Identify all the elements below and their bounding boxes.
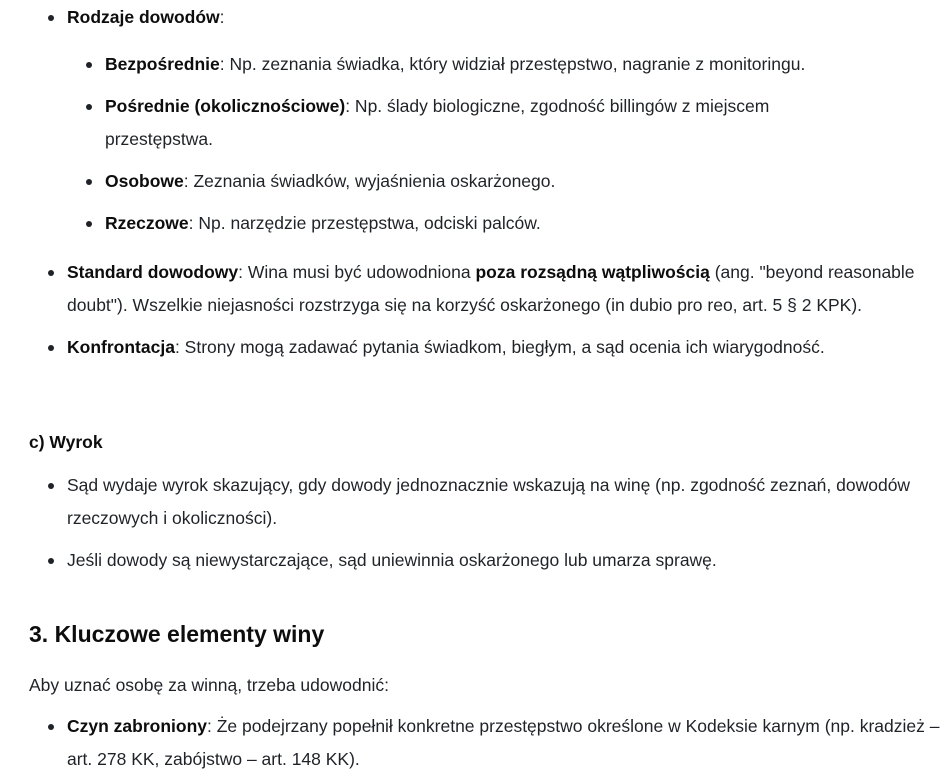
list-item [29,710,944,776]
list-item [29,165,944,198]
item-term: Bezpośrednie [105,54,220,74]
standard-text-after: (ang. "beyond reasonable doubt"). Wszelkie niejasności rozstrzyga się na korzyść oskarżonego (in dubio pro reo, art. 5 § 2 KPK). [67,262,915,315]
section-intro: Aby uznać osobę za winną, trzeba udowodnić: [29,675,389,695]
standard-emphasis: poza rozsądną wątpliwością [475,262,710,282]
item-text: : Np. zeznania świadka, który widział przestępstwo, nagranie z monitoringu. [219,54,806,74]
evidence-rules-list [29,256,944,364]
list-item-confrontation [29,331,944,364]
evidence-types-label: Rodzaje dowodów [67,7,220,27]
item-text: : Zeznania świadków, wyjaśnienia oskarżonego. [183,171,556,191]
verdict-list [29,469,944,577]
item-text: : Np. ślady biologiczne, zgodność billingów z miejscem przestępstwa. [105,96,770,149]
list-item [29,469,944,535]
list-item [29,48,944,81]
item-text: : Np. narzędzie przestępstwa, odciski palców. [188,213,541,233]
list-item [29,90,944,156]
evidence-types-sublist [29,48,944,240]
verdict-item-text: Jeśli dowody są niewystarczające, sąd uniewinnia oskarżonego lub umarza sprawę. [67,550,717,570]
item-term: Pośrednie (okolicznościowe) [105,96,346,116]
verdict-item-text: Sąd wydaje wyrok skazujący, gdy dowody jednoznacznie wskazują na winę (np. zgodność zeznań, dowodów rzeczowych i okoliczności). [67,475,911,528]
evidence-types-suffix: : [219,7,225,27]
standard-text-before: : Wina musi być udowodniona [238,262,476,282]
list-item-standard [29,256,944,322]
item-term: Czyn zabroniony [67,716,208,736]
item-term: Osobowe [105,171,184,191]
item-term: Rzeczowe [105,213,189,233]
list-item-evidence-types [29,1,944,34]
evidence-list [29,1,944,34]
confrontation-term: Konfrontacja [67,337,175,357]
item-text: : Że podejrzany popełnił konkretne przestępstwo określone w Kodeksie karnym (np. kradzież – art. 278 KK, zabójstwo – art. 148 KK). [67,716,940,769]
confrontation-text: : Strony mogą zadawać pytania świadkom, biegłym, a sąd ocenia ich wiarygodność. [174,337,825,357]
standard-term: Standard dowodowy [67,262,239,282]
list-item [29,207,944,240]
list-item [29,544,944,577]
section-heading: 3. Kluczowe elementy winy [29,621,325,647]
guilt-elements-list [29,710,944,776]
verdict-heading: c) Wyrok [29,432,103,452]
